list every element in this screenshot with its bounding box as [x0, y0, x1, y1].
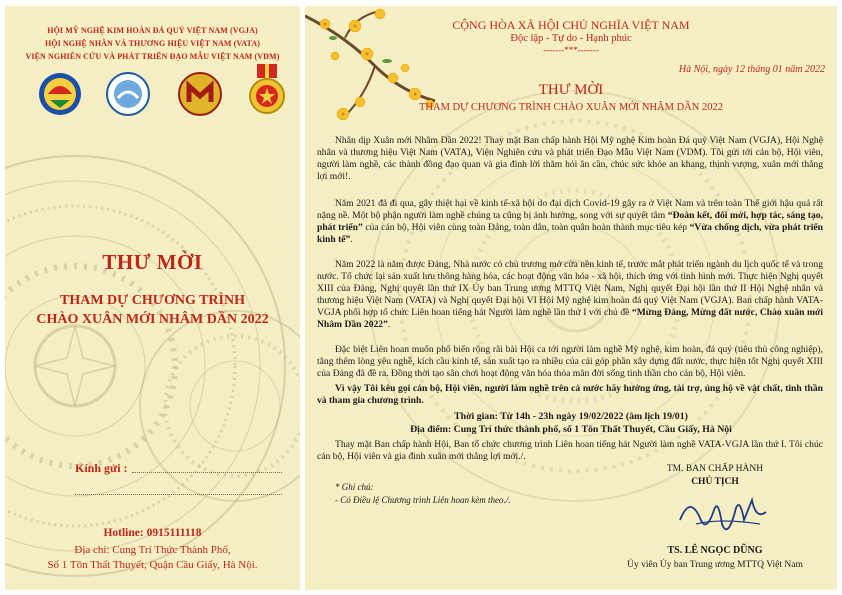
- vata-logo-icon: [106, 72, 150, 116]
- bronze-drum-pattern-small: [135, 306, 300, 506]
- paragraph-5: Vì vậy Tôi kêu gọi cán bộ, Hội viên, người làm nghề trên cả nước hãy hưởng ứng, tài trợ, ủng hộ về vật chất, tinh thần và tham gia chương trình.: [317, 383, 823, 407]
- cover-subtitle-1: THAM DỰ CHƯƠNG TRÌNH: [60, 293, 245, 308]
- event-time: Thời gian: Từ 14h - 23h ngày 19/02/2022 (âm lịch 19/01): [454, 411, 688, 422]
- national-header: CỘNG HÒA XÃ HỘI CHỦ NGHĨA VIỆT NAM: [452, 18, 690, 32]
- paragraph-3: Năm 2022 là năm được Đảng, Nhà nước có chủ trương mở cửa nền kinh tế, trước mắt phát triển ngành du lịch quốc tế và trong nước. Tổ chức lại sản xuất lưu thông hàng hóa, các hoạt động văn hóa - xã hội, thích ứng với tình hình mới. Thực hiện Nghị quyết XIII của Đảng, Nghị quyết lần thứ IX Ủy ban Trung ương MTTQ Việt Nam, Nghị quyết Đại hội lần thứ II Hội Nghệ nhân và thương hiệu Việt Nam (VATA) và Nghị quyết Đại hội VI Hội Mỹ nghệ kim hoàn đá quý Việt Nam (VGJA). Ban chấp hành VATA-VGJA phối hợp tổ chức Liên hoan tiếng hát Người làm nghề lần thứ I với chủ đề “Mừng Đảng, Mừng đất nước, Chào xuân mới Nhâm Dần 2022”.: [317, 259, 823, 331]
- note-item: - Có Điều lệ Chương trình Liên hoan kèm theo./.: [335, 495, 511, 505]
- invitation-letter: [305, 6, 837, 590]
- cover-address-1: Địa chỉ: Cung Trí Thức Thành Phố,: [74, 544, 231, 556]
- hotline: Hotline: 0915111118: [103, 527, 202, 539]
- vdm-logo-icon: [178, 72, 222, 116]
- sign-org: TM. BAN CHẤP HÀNH: [666, 464, 764, 474]
- letter-date: Hà Nội, ngày 12 tháng 01 năm 2022: [678, 64, 825, 75]
- paragraph-2: Năm 2021 đã đi qua, gây thiệt hại về kinh tế-xã hội do đại dịch Covid-19 gây ra ở Việt Nam và trên toàn Thế giới hậu quả rất nặng nề. Một bộ phận người làm nghề chúng ta cũng bị ảnh hưởng, song với sự quyết tâm “Đoàn kết, đổi mới, hợp tác, sáng tạo, phát triển” của cán bộ, Hội viên cùng toàn Đảng, toàn dân, toàn quân hoàn thành mục tiêu kép “Vừa chống dịch, vừa phát triển kinh tế”.: [317, 198, 823, 246]
- signature-icon: [670, 490, 780, 545]
- cover-address-2: Số 1 Tôn Thất Thuyết, Quận Cầu Giấy, Hà Nội.: [47, 559, 258, 571]
- org-vdm: VIỆN NGHIÊN CỨU VÀ PHÁT TRIỂN ĐẠO MẪU VIỆT NAM (VDM): [25, 52, 280, 61]
- org-vgja: HỘI MỸ NGHỆ KIM HOÀN ĐÁ QUÝ VIỆT NAM (VGJA): [47, 26, 258, 35]
- paragraph-6: Thay mặt Ban chấp hành Hội, Ban tổ chức chương trình Liên hoan tiếng hát Người làm nghề VATA-VGJA lần thứ I. Tôi chúc cán bộ, Hội viên và gia đình xuân mới thắng lợi mới./.: [317, 439, 823, 463]
- recipient-line[interactable]: [132, 472, 282, 473]
- sign-position: CHỦ TỊCH: [691, 477, 739, 487]
- signer-name: TS. LÊ NGỌC DŨNG: [667, 545, 763, 556]
- cover-title: THƯ MỜI: [102, 250, 203, 274]
- cover-subtitle-2: CHÀO XUÂN MỚI NHÂM DẦN 2022: [36, 312, 269, 327]
- invitation-cover: [5, 6, 300, 590]
- event-place: Địa điểm: Cung Trí thức thành phố, số 1 Tôn Thất Thuyết, Cầu Giấy, Hà Nội: [410, 424, 732, 435]
- signer-role: Ủy viên Ủy ban Trung ương MTTQ Việt Nam: [627, 560, 803, 570]
- bronze-drum-pattern: [5, 146, 295, 586]
- kinh-gui-label: Kính gửi :: [75, 461, 128, 475]
- paragraph-1: Nhân dịp Xuân mới Nhâm Dần 2022! Thay mặt Ban chấp hành Hội Mỹ nghệ Kim hoàn Đá quý Việt Nam (VGJA), Hội Nghệ nhân và thương hiệu Việt Nam (VATA), Viện Nghiên cứu và phát triển Đạo Mẫu Việt Nam (VDM). Tôi gửi tới cán bộ, Hội viên, người làm nghề, các thành đồng đạo quan và gia đình lời thăm hỏi ân cần, chúc sức khỏe an khang, thịnh vượng, xuân mới thắng lợi mới!.: [317, 135, 823, 183]
- recipient-line-2[interactable]: [75, 494, 282, 495]
- note-title: * Ghi chú:: [335, 482, 374, 492]
- paragraph-4: Đặc biệt Liên hoan muốn phổ biến rộng rãi bài Hội ca tới người làm nghề Mỹ nghệ, kim hoàn, đá quý (tiêu thủ công nghiệp), tăng thêm lòng yêu nghề, kích cầu kinh tế, sản xuất tạo ra nhiều của cải góp phần xây dựng đất nước, thực hiện tốt Nghị quyết XIII của Đảng đã đề ra. Đồng thời tạo sân chơi hoạt động văn hóa thỏa mãn đời sống tinh thần cho cán bộ, Hội viên.: [317, 344, 823, 380]
- medal-logo-icon: [245, 64, 289, 116]
- national-motto: Độc lập - Tự do - Hạnh phúc: [510, 33, 632, 44]
- header-divider: -------***-------: [543, 45, 599, 55]
- letter-subtitle: THAM DỰ CHƯƠNG TRÌNH CHÀO XUÂN MỚI NHÂM DẦN 2022: [419, 102, 723, 113]
- vgja-logo-icon: [38, 72, 82, 116]
- org-vata: HỘI NGHỆ NHÂN VÀ THƯƠNG HIỆU VIỆT NAM (VATA): [44, 39, 261, 48]
- letter-title: THƯ MỜI: [538, 82, 604, 98]
